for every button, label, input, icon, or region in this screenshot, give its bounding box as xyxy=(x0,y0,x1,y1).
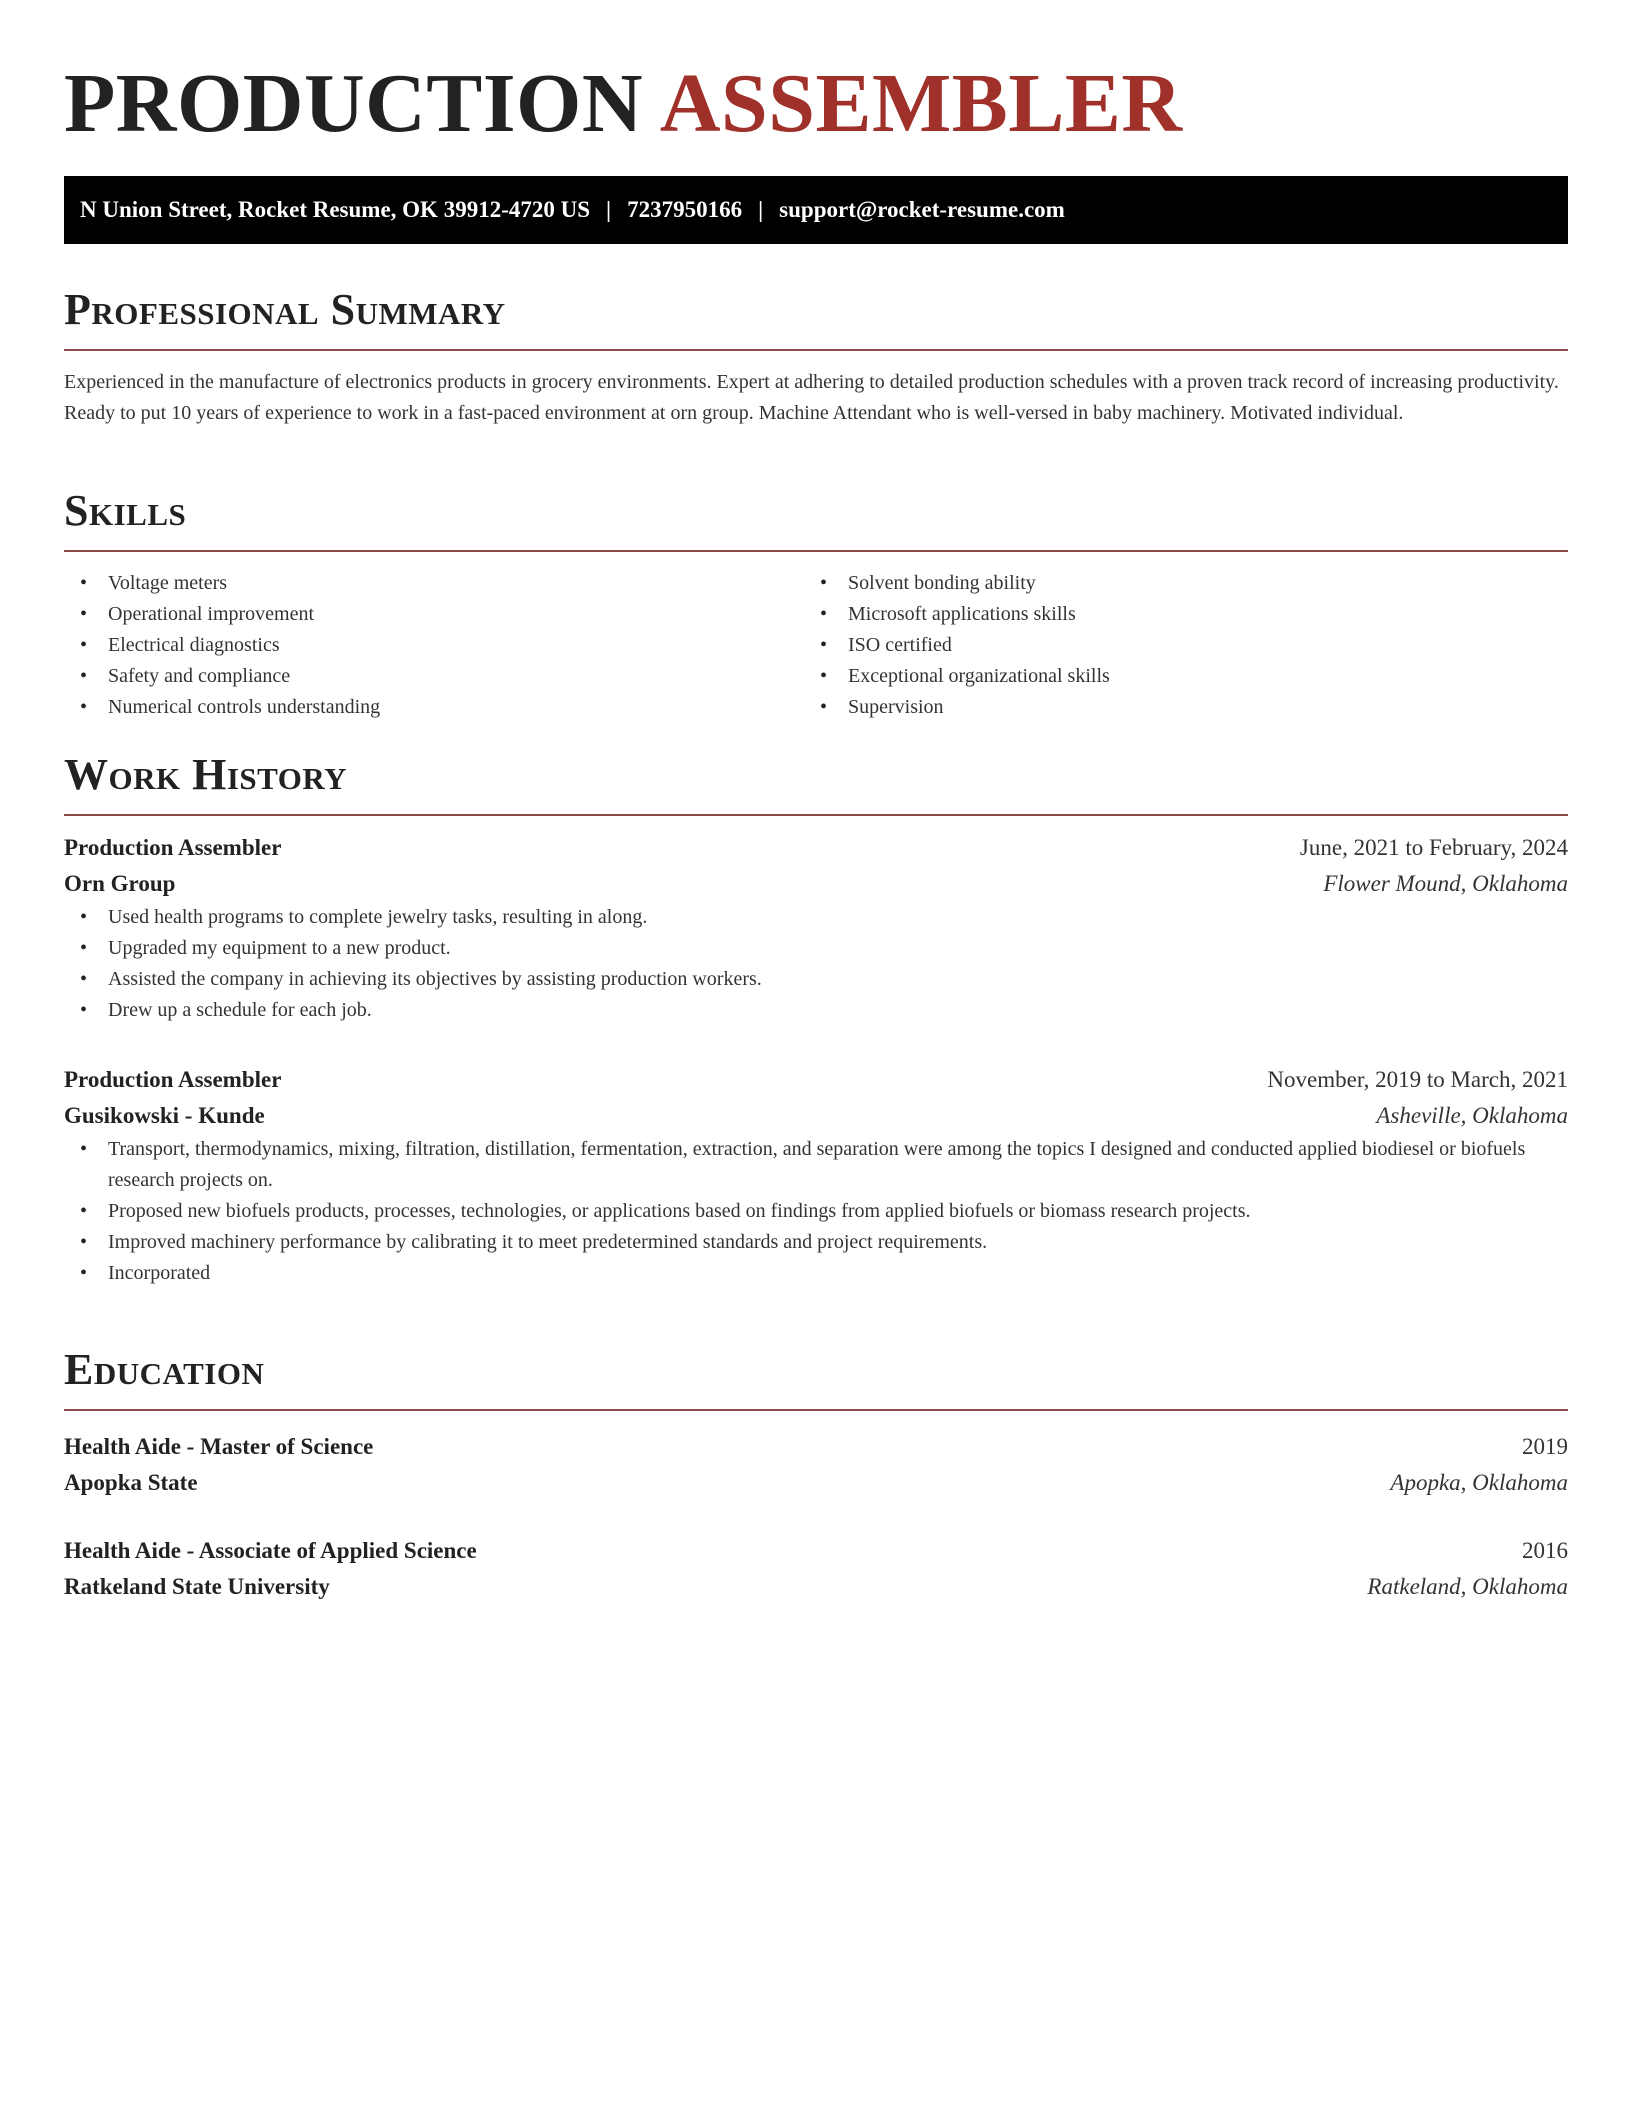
skill-item: • Supervision xyxy=(804,692,1544,723)
skills-grid xyxy=(64,568,1568,723)
skill-item: • Numerical controls understanding xyxy=(64,692,804,723)
job-bullet: • Transport, thermodynamics, mixing, filtration, distillation, fermentation, extraction, and separation were among the topics I designed and conducted applied biodiesel or biofuels research projects on. xyxy=(64,1134,1568,1196)
name-first: PRODUCTION xyxy=(64,57,644,150)
section-title-summary: Professional Summary xyxy=(64,285,506,334)
job-entry xyxy=(64,1062,1568,1289)
work-history-section xyxy=(64,750,1568,1289)
job-bullets xyxy=(64,1134,1568,1289)
skill-item: • Voltage meters xyxy=(64,568,804,599)
job-company: Orn Group xyxy=(64,871,176,896)
job-dates: November, 2019 to March, 2021 xyxy=(1267,1067,1568,1092)
skills-section xyxy=(64,486,1568,723)
summary-text: Experienced in the manufacture of electronics products in grocery environments. Expert at adhering to detailed production schedules with a proven track record of increasing productivity. Ready to put 10 years of experience to work in a fast-paced environment at orn group. Machine Attendant who is well-versed in baby machinery. Motivated individual. xyxy=(64,371,1559,424)
education-subheader xyxy=(64,1465,1568,1501)
job-dates: June, 2021 to February, 2024 xyxy=(1299,835,1568,860)
resume-name xyxy=(64,56,1568,152)
education-location: Ratkeland, Oklahoma xyxy=(1367,1574,1568,1599)
contact-bar xyxy=(64,176,1568,244)
contact-phone[interactable]: 7237950166 xyxy=(627,197,743,222)
name-last: ASSEMBLER xyxy=(659,57,1183,150)
section-title-education: Education xyxy=(64,1345,265,1394)
contact-address: N Union Street, Rocket Resume, OK 39912-4720 US xyxy=(80,197,591,222)
job-location: Flower Mound, Oklahoma xyxy=(1323,871,1568,896)
job-entry xyxy=(64,830,1568,1026)
section-divider xyxy=(64,550,1568,552)
job-subheader xyxy=(64,866,1568,902)
contact-email[interactable]: support@rocket-resume.com xyxy=(779,197,1065,222)
section-divider xyxy=(64,814,1568,816)
education-entry xyxy=(64,1429,1568,1501)
job-bullet: • Used health programs to complete jewelry tasks, resulting in along. xyxy=(64,902,1568,933)
skills-list-left xyxy=(64,568,804,723)
education-subheader xyxy=(64,1569,1568,1605)
job-bullets xyxy=(64,902,1568,1026)
job-header xyxy=(64,830,1568,866)
skill-item: • Operational improvement xyxy=(64,599,804,630)
job-bullet: • Upgraded my equipment to a new product. xyxy=(64,933,1568,964)
job-bullet: • Incorporated xyxy=(64,1258,1568,1289)
education-year: 2016 xyxy=(1522,1538,1568,1563)
skill-item: • Exceptional organizational skills xyxy=(804,661,1544,692)
education-year: 2019 xyxy=(1522,1434,1568,1459)
education-entry xyxy=(64,1533,1568,1605)
section-title-skills: Skills xyxy=(64,486,187,535)
skill-item: • Safety and compliance xyxy=(64,661,804,692)
job-bullet: • Improved machinery performance by calibrating it to meet predetermined standards and project requirements. xyxy=(64,1227,1568,1258)
section-title-work: Work History xyxy=(64,750,348,799)
job-subheader xyxy=(64,1098,1568,1134)
skill-item: • Electrical diagnostics xyxy=(64,630,804,661)
education-degree: Health Aide - Associate of Applied Science xyxy=(64,1538,477,1563)
education-school: Apopka State xyxy=(64,1470,198,1495)
job-bullet: • Drew up a schedule for each job. xyxy=(64,995,1568,1026)
skill-item: • Solvent bonding ability xyxy=(804,568,1544,599)
education-degree: Health Aide - Master of Science xyxy=(64,1434,374,1459)
job-company: Gusikowski - Kunde xyxy=(64,1103,265,1128)
education-section xyxy=(64,1345,1568,1605)
skills-list-right xyxy=(804,568,1544,723)
skill-item: • Microsoft applications skills xyxy=(804,599,1544,630)
contact-separator: | xyxy=(606,197,612,222)
job-title: Production Assembler xyxy=(64,1067,282,1092)
contact-separator: | xyxy=(758,197,764,222)
summary-section xyxy=(64,285,1568,429)
job-bullet: • Assisted the company in achieving its objectives by assisting production workers. xyxy=(64,964,1568,995)
job-location: Asheville, Oklahoma xyxy=(1376,1103,1568,1128)
section-divider xyxy=(64,349,1568,351)
education-header xyxy=(64,1533,1568,1569)
education-location: Apopka, Oklahoma xyxy=(1390,1470,1568,1495)
job-bullet: • Proposed new biofuels products, processes, technologies, or applications based on findings from applied biofuels or biomass research projects. xyxy=(64,1196,1568,1227)
education-header xyxy=(64,1429,1568,1465)
education-school: Ratkeland State University xyxy=(64,1574,330,1599)
skill-item: • ISO certified xyxy=(804,630,1544,661)
job-header xyxy=(64,1062,1568,1098)
job-title: Production Assembler xyxy=(64,835,282,860)
section-divider xyxy=(64,1409,1568,1411)
